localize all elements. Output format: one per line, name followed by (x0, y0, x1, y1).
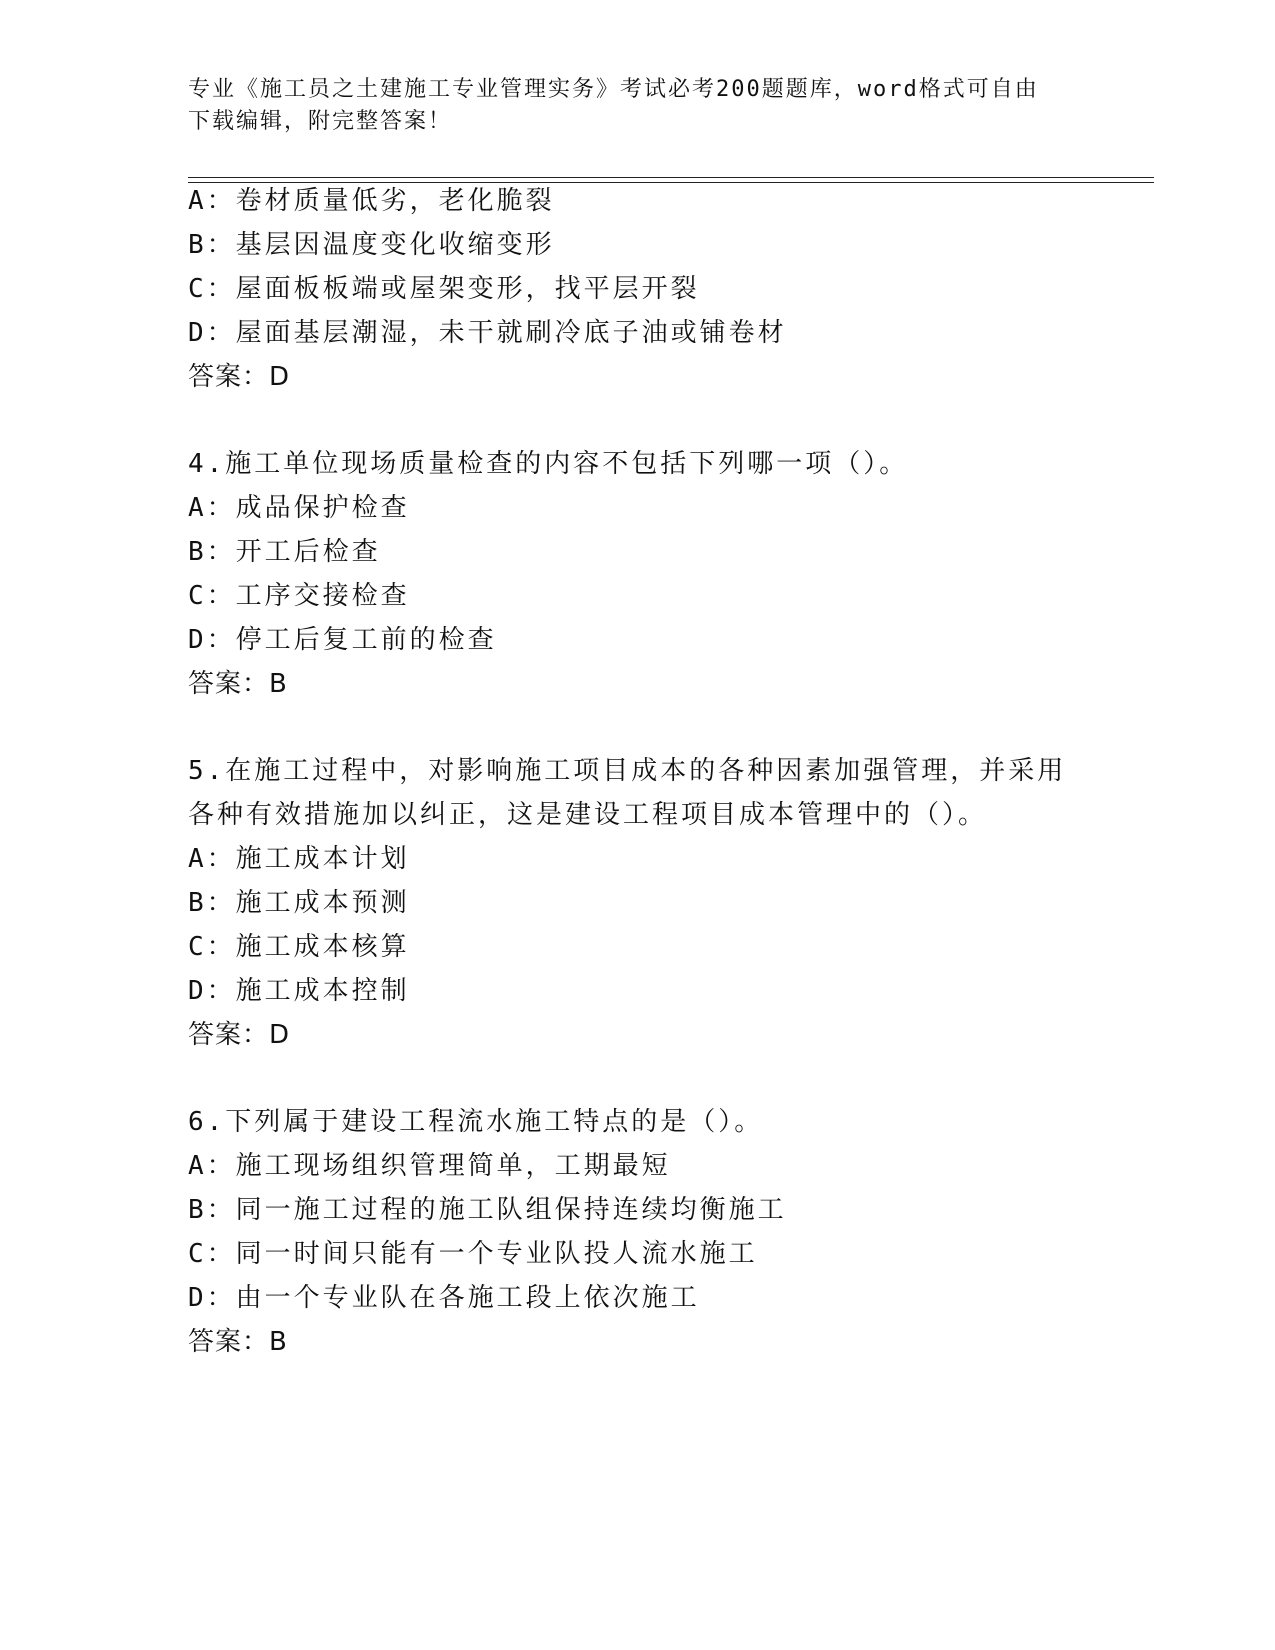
q5-option-a: A：施工成本计划 (188, 844, 410, 874)
q6-stem: 6.下列属于建设工程流水施工特点的是（）。 (188, 1107, 764, 1137)
q5-stem-line-1: 5.在施工过程中，对影响施工项目成本的各种因素加强管理，并采用 (188, 756, 1067, 786)
header-divider-top (188, 177, 1154, 178)
q5-option-b: B：施工成本预测 (188, 888, 410, 918)
q6-option-a: A：施工现场组织管理简单，工期最短 (188, 1151, 671, 1181)
header-divider-bottom (188, 182, 1154, 183)
q6-option-b: B：同一施工过程的施工队组保持连续均衡施工 (188, 1195, 787, 1225)
header-line-2: 下载编辑，附完整答案！ (188, 109, 453, 134)
q3-option-d: D：屋面基层潮湿，未干就刷冷底子油或铺卷材 (188, 318, 787, 348)
q5-stem-line-2: 各种有效措施加以纠正，这是建设工程项目成本管理中的（）。 (188, 800, 988, 830)
q4-stem: 4.施工单位现场质量检查的内容不包括下列哪一项（）。 (188, 449, 909, 479)
document-header (188, 74, 1088, 138)
q6-option-c: C：同一时间只能有一个专业队投人流水施工 (188, 1239, 758, 1269)
q4-option-b: B：开工后检查 (188, 537, 381, 567)
header-line-1: 专业《施工员之土建施工专业管理实务》考试必考200题题库，word格式可自由 (188, 77, 1039, 102)
q4-option-d: D：停工后复工前的检查 (188, 625, 497, 655)
q5-option-c: C：施工成本核算 (188, 932, 410, 962)
q4-answer: 答案：B (188, 669, 288, 699)
q5-answer: 答案：D (188, 1020, 291, 1050)
q6-answer: 答案：B (188, 1327, 288, 1357)
q3-option-a: A：卷材质量低劣，老化脆裂 (188, 186, 555, 216)
q3-option-c: C：屋面板板端或屋架变形，找平层开裂 (188, 274, 700, 304)
q5-option-d: D：施工成本控制 (188, 976, 410, 1006)
q4-option-a: A：成品保护检查 (188, 493, 410, 523)
q4-option-c: C：工序交接检查 (188, 581, 410, 611)
q3-option-b: B：基层因温度变化收缩变形 (188, 230, 555, 260)
q6-option-d: D：由一个专业队在各施工段上依次施工 (188, 1283, 700, 1313)
q3-answer: 答案：D (188, 362, 291, 392)
